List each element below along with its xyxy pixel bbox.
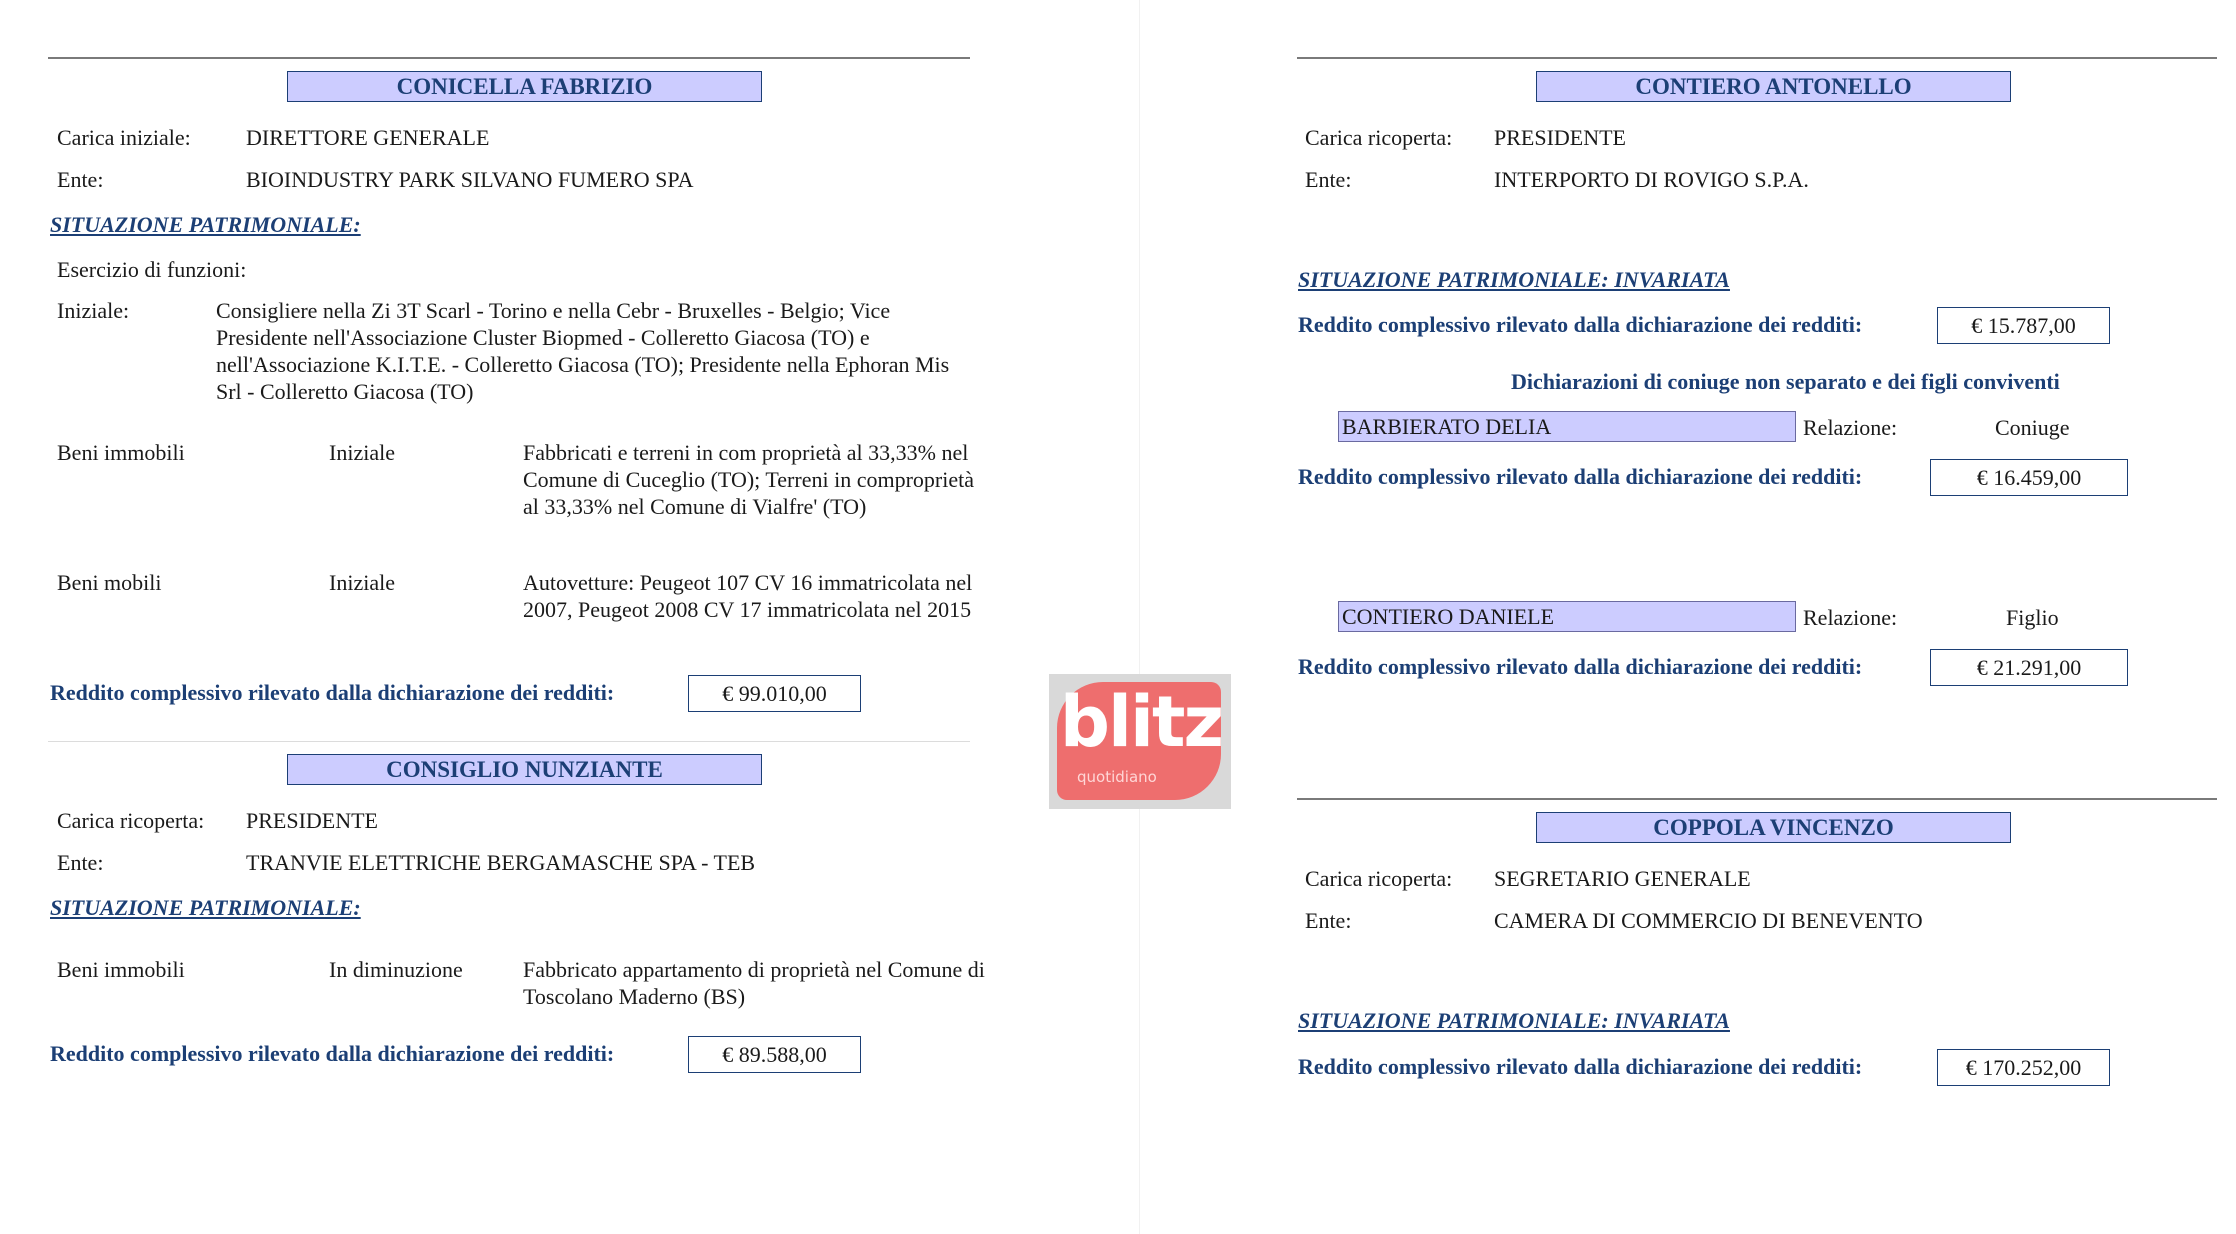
- income-label: Reddito complessivo rilevato dalla dichiarazione dei redditi:: [1298, 1054, 1863, 1079]
- relative-income-amount: € 16.459,00: [1930, 459, 2128, 496]
- section-heading: SITUAZIONE PATRIMONIALE: INVARIATA: [1298, 267, 1730, 292]
- role-label: Carica ricoperta:: [1305, 125, 1453, 150]
- page-divider: [1139, 0, 1140, 1234]
- profile-name-banner: CONICELLA FABRIZIO: [287, 71, 762, 102]
- relative-income-label: Reddito complessivo rilevato dalla dichiarazione dei redditi:: [1298, 654, 1863, 679]
- entity-value: BIOINDUSTRY PARK SILVANO FUMERO SPA: [246, 167, 694, 192]
- role-label: Carica ricoperta:: [57, 808, 205, 833]
- top-rule: [48, 57, 970, 59]
- income-label: Reddito complessivo rilevato dalla dichiarazione dei redditi:: [50, 680, 615, 705]
- logo-subtitle: quotidiano: [1077, 768, 1157, 786]
- relation-value: Figlio: [2006, 605, 2059, 630]
- profile-name-banner: CONTIERO ANTONELLO: [1536, 71, 2011, 102]
- mobili-label: Beni mobili: [57, 570, 162, 595]
- entity-label: Ente:: [1305, 908, 1352, 933]
- immobili-status: Iniziale: [329, 440, 395, 465]
- role-value: SEGRETARIO GENERALE: [1494, 866, 1751, 891]
- relative-name: BARBIERATO DELIA: [1338, 411, 1796, 442]
- iniziale-label: Iniziale:: [57, 298, 130, 323]
- income-amount: € 99.010,00: [688, 675, 861, 712]
- section-heading: SITUAZIONE PATRIMONIALE:: [50, 895, 361, 920]
- immobili-label: Beni immobili: [57, 440, 185, 465]
- section-separator: [48, 741, 970, 742]
- entity-value: INTERPORTO DI ROVIGO S.P.A.: [1494, 167, 1809, 192]
- profile-name-banner: CONSIGLIO NUNZIANTE: [287, 754, 762, 785]
- relation-label: Relazione:: [1803, 605, 1898, 630]
- relative-name: CONTIERO DANIELE: [1338, 601, 1796, 632]
- entity-value: TRANVIE ELETTRICHE BERGAMASCHE SPA - TEB: [246, 850, 756, 875]
- family-declarations-title: Dichiarazioni di coniuge non separato e dei figli conviventi: [1511, 369, 2060, 394]
- relation-value: Coniuge: [1995, 415, 2070, 440]
- role-label: Carica iniziale:: [57, 125, 191, 150]
- income-label: Reddito complessivo rilevato dalla dichiarazione dei redditi:: [50, 1041, 615, 1066]
- role-value: PRESIDENTE: [1494, 125, 1626, 150]
- immobili-label: Beni immobili: [57, 957, 185, 982]
- esercizio-label: Esercizio di funzioni:: [57, 257, 247, 282]
- mobili-status: Iniziale: [329, 570, 395, 595]
- section-heading: SITUAZIONE PATRIMONIALE: INVARIATA: [1298, 1008, 1730, 1033]
- entity-label: Ente:: [57, 850, 104, 875]
- entity-label: Ente:: [57, 167, 104, 192]
- immobili-text: Fabbricati e terreni in com proprietà al 33,33% nel Comune di Cuceglio (TO); Terreni in comproprietà al 33,33% nel Comune di Vialfre' (TO): [523, 440, 974, 519]
- role-label: Carica ricoperta:: [1305, 866, 1453, 891]
- logo-wordmark: blitz: [1059, 681, 1223, 763]
- iniziale-text: Consigliere nella Zi 3T Scarl - Torino e nella Cebr - Bruxelles - Belgio; Vice Presidente nell'Associazione Cluster Biopmed - Colleretto Giacosa (TO) e nell'Associazione K.I.T.E. - Colleretto Giacosa (TO); Presidente nella Ephoran Mis Srl - Colleretto Giacosa (TO): [216, 298, 950, 404]
- profile-name-banner: COPPOLA VINCENZO: [1536, 812, 2011, 843]
- immobili-status: In diminuzione: [329, 957, 463, 982]
- income-amount: € 89.588,00: [688, 1036, 861, 1073]
- income-amount: € 170.252,00: [1937, 1049, 2110, 1086]
- income-label: Reddito complessivo rilevato dalla dichiarazione dei redditi:: [1298, 312, 1863, 337]
- top-rule: [1297, 57, 2217, 59]
- section-heading: SITUAZIONE PATRIMONIALE:: [50, 212, 361, 237]
- role-value: DIRETTORE GENERALE: [246, 125, 490, 150]
- blitz-logo: [1049, 674, 1231, 809]
- income-amount: € 15.787,00: [1937, 307, 2110, 344]
- section-separator: [1297, 798, 2217, 800]
- role-value: PRESIDENTE: [246, 808, 378, 833]
- immobili-text: Fabbricato appartamento di proprietà nel Comune di Toscolano Maderno (BS): [523, 957, 985, 1009]
- entity-value: CAMERA DI COMMERCIO DI BENEVENTO: [1494, 908, 1923, 933]
- relation-label: Relazione:: [1803, 415, 1898, 440]
- relative-income-label: Reddito complessivo rilevato dalla dichiarazione dei redditi:: [1298, 464, 1863, 489]
- relative-income-amount: € 21.291,00: [1930, 649, 2128, 686]
- mobili-text: Autovetture: Peugeot 107 CV 16 immatricolata nel 2007, Peugeot 2008 CV 17 immatricolata nel 2015: [523, 570, 973, 622]
- entity-label: Ente:: [1305, 167, 1352, 192]
